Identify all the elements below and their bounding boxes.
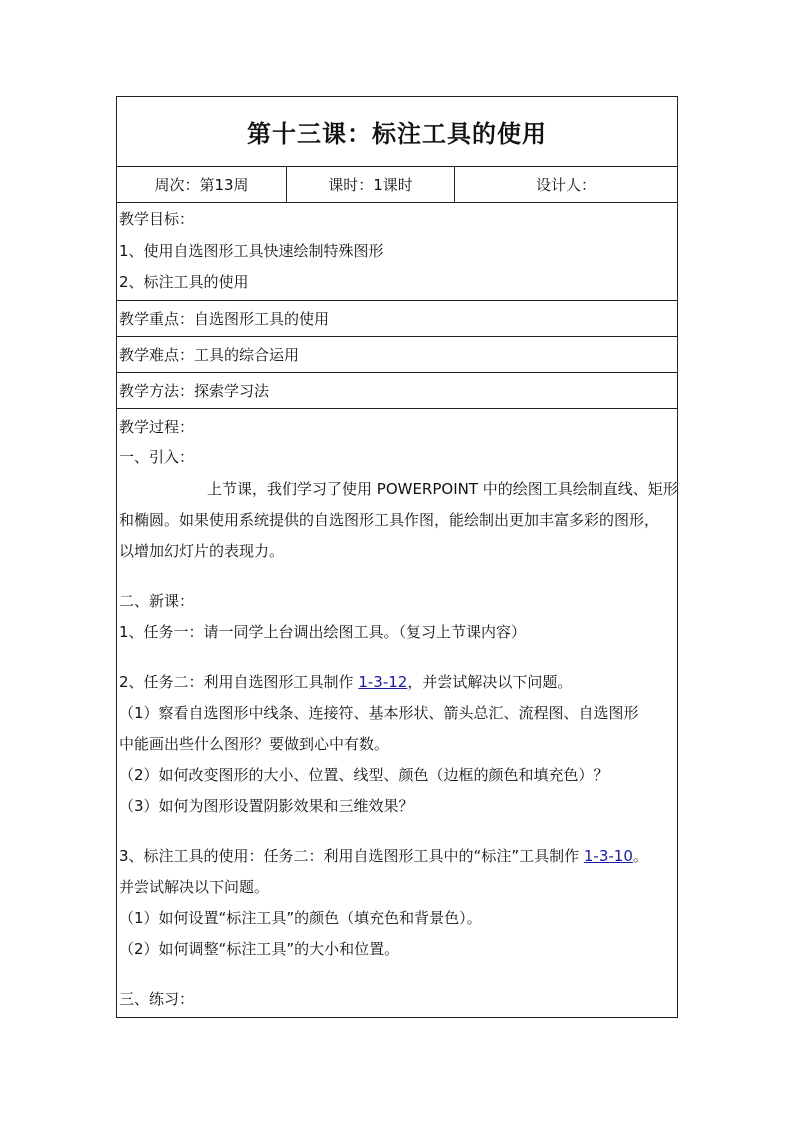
task-3-link[interactable]: 1-3-10	[583, 847, 633, 865]
goals-section	[117, 203, 677, 301]
intro-heading: 一、引入：	[119, 448, 195, 466]
method-row	[117, 373, 677, 409]
task-2-question: （2）如何改变图形的大小、位置、线型、颜色（边框的颜色和填充色）？	[119, 766, 609, 784]
task-2	[119, 672, 572, 692]
task-3-prefix: 3、标注工具的使用：任务二：利用自选图形工具中的“标注”工具制作	[119, 847, 584, 865]
method-text: 教学方法：探索学习法	[119, 382, 270, 400]
task-2-link[interactable]: 1-3-12	[358, 673, 408, 691]
task-2-question: （1）察看自选图形中线条、连接符、基本形状、箭头总汇、流程图、自选图形	[119, 704, 639, 722]
task-3-suffix: 。	[632, 847, 648, 865]
key-point-text: 教学重点：自选图形工具的使用	[119, 310, 330, 328]
goals-heading: 教学目标：	[119, 210, 195, 228]
difficulty-row	[117, 337, 677, 373]
task-3	[119, 846, 648, 866]
process-heading: 教学过程：	[119, 418, 195, 436]
task-3-line: 并尝试解决以下问题。	[119, 878, 270, 896]
week-cell: 周次：第13周	[117, 167, 287, 202]
process-section	[117, 409, 677, 1017]
goal-item: 2、标注工具的使用	[119, 273, 249, 291]
intro-line: 上节课，我们学习了使用 POWERPOINT 中的绘图工具绘制直线、矩形	[207, 480, 678, 498]
key-point-row	[117, 301, 677, 337]
difficulty-text: 教学难点：工具的综合运用	[119, 346, 300, 364]
hours-cell: 课时：1课时	[287, 167, 455, 202]
task-3-question: （1）如何设置“标注工具”的颜色（填充色和背景色）。	[119, 909, 482, 927]
intro-line: 和椭圆。如果使用系统提供的自选图形工具作图，能绘制出更加丰富多彩的图形，	[119, 511, 660, 529]
lesson-plan-table	[116, 96, 678, 1018]
page-title: 第十三课：标注工具的使用	[117, 97, 677, 167]
task-2-suffix: ，并尝试解决以下问题。	[407, 673, 573, 691]
designer-cell: 设计人：	[535, 176, 596, 194]
practice-heading: 三、练习：	[119, 990, 195, 1008]
task-2-prefix: 2、任务二：利用自选图形工具制作	[119, 673, 359, 691]
task-2-question: （3）如何为图形设置阴影效果和三维效果？	[119, 797, 414, 815]
task-1: 1、任务一：请一同学上台调出绘图工具。（复习上节课内容）	[119, 623, 527, 641]
meta-row	[117, 167, 677, 203]
task-3-question: （2）如何调整“标注工具”的大小和位置。	[119, 940, 400, 958]
intro-line: 以增加幻灯片的表现力。	[119, 542, 285, 560]
task-2-question: 中能画出些什么图形？要做到心中有数。	[119, 735, 390, 753]
goal-item: 1、使用自选图形工具快速绘制特殊图形	[119, 242, 384, 260]
new-lesson-heading: 二、新课：	[119, 592, 195, 610]
